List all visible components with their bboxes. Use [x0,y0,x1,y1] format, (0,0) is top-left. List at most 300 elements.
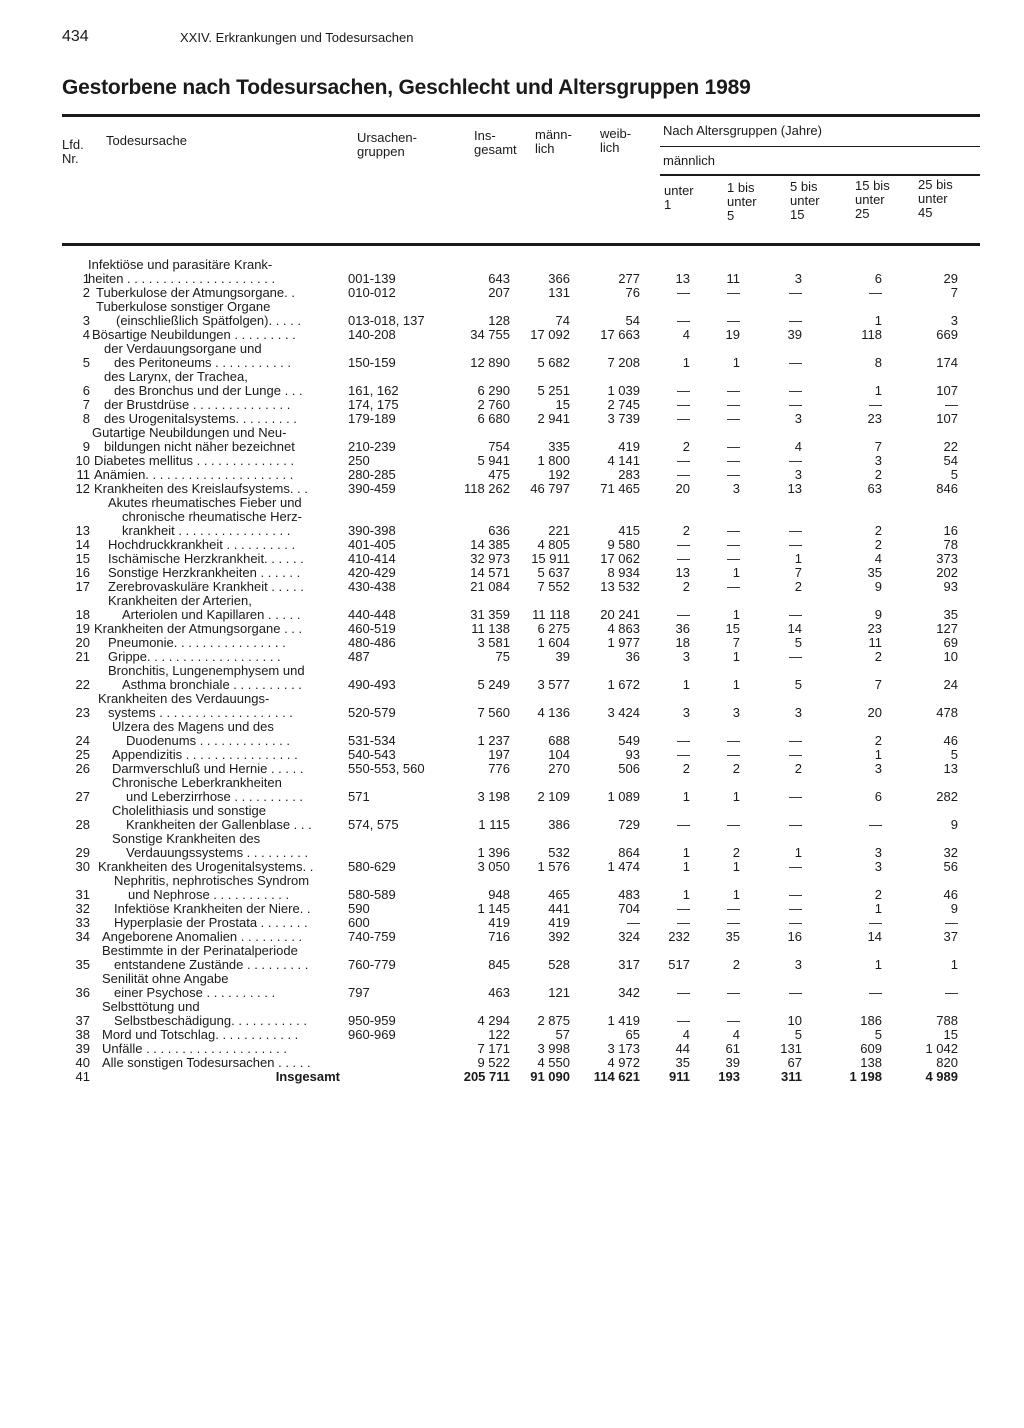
age-1-5-cell: 2 [732,845,740,860]
age-1-5-cell: — [727,439,740,454]
age-under1-cell: — [677,313,690,328]
cause-name [88,860,340,874]
age-15-25-cell: 2 [874,467,882,482]
cause-name-line: Sonstige Herzkrankheiten . . . . . . [108,566,301,580]
row-number: 21 [75,649,90,664]
cause-name [88,468,340,482]
cause-name-line: bildungen nicht näher bezeichnet [104,440,295,454]
age-1-5-cell: 1 [732,789,740,804]
cause-name [88,258,340,286]
age-1-5-cell: — [727,411,740,426]
cause-name [88,300,340,328]
total-cell: 754 [488,439,510,454]
male-cell: 104 [548,747,570,762]
cause-code: 740-759 [348,929,396,944]
age-25-45-cell: 127 [936,621,958,636]
female-cell: 17 663 [600,327,640,342]
cause-name-line: der Verdauungsorgane und [104,342,262,356]
table-row [0,538,1024,552]
male-cell: 386 [548,817,570,832]
age-under1-cell: 2 [682,523,690,538]
table-row [0,860,1024,874]
cause-name [88,692,340,720]
male-cell: 192 [548,467,570,482]
cause-name [88,398,340,412]
male-cell: 221 [548,523,570,538]
age-under1-cell: — [677,733,690,748]
female-cell: — [627,915,640,930]
cause-code: 161, 162 [348,383,399,398]
age-5-15-cell: 16 [787,929,802,944]
age-15-25-cell: — [869,915,882,930]
age-25-45-cell: 107 [936,383,958,398]
row-number: 13 [75,523,90,538]
age-1-5-cell: 1 [732,887,740,902]
total-cell: 3 050 [477,859,510,874]
row-number: 26 [75,761,90,776]
total-cell: 4 294 [477,1013,510,1028]
cause-code: 490-493 [348,677,396,692]
row-number: 14 [75,537,90,552]
age-5-15-cell: — [789,859,802,874]
col-header-age-1-5: 1 bis unter 5 [727,180,757,223]
age-5-15-cell: 3 [794,467,802,482]
cause-name-line: Nephritis, nephrotisches Syndrom [114,874,310,888]
table-row [0,370,1024,398]
female-cell: 1 474 [607,859,640,874]
age-25-45-cell: 5 [950,747,958,762]
cause-name [88,370,340,398]
row-number: 8 [82,411,90,426]
row-number: 2 [82,285,90,300]
row-number: 12 [75,481,90,496]
cause-code: 487 [348,649,370,664]
age-15-25-cell: 1 198 [849,1069,882,1084]
male-cell: 419 [548,915,570,930]
age-25-45-cell: 22 [943,439,958,454]
age-1-5-cell: — [727,733,740,748]
table-row [0,832,1024,860]
age-15-25-cell: 9 [874,579,882,594]
age-15-25-cell: 2 [874,887,882,902]
row-number: 15 [75,551,90,566]
male-cell: 441 [548,901,570,916]
table-row [0,748,1024,762]
cause-name-line: Insgesamt [275,1070,340,1084]
cause-name-line: Duodenums . . . . . . . . . . . . . [126,734,291,748]
cause-name-line: Zerebrovaskuläre Krankheit . . . . . [108,580,304,594]
age-25-45-cell: 174 [936,355,958,370]
age-5-15-cell: 14 [787,621,802,636]
age-5-15-cell: — [789,607,802,622]
row-number: 41 [75,1069,90,1084]
row-number: 40 [75,1055,90,1070]
table-row [0,566,1024,580]
cause-name-line: Chronische Leberkrankheiten [112,776,282,790]
age-5-15-cell: 2 [794,761,802,776]
cause-code: 010-012 [348,285,396,300]
age-25-45-cell: 202 [936,565,958,580]
female-cell: 1 977 [607,635,640,650]
cause-code: 250 [348,453,370,468]
age-1-5-cell: — [727,383,740,398]
age-5-15-cell: 131 [780,1041,802,1056]
age-1-5-cell: 1 [732,355,740,370]
col-header-sex-male: männlich [663,153,716,168]
male-cell: 5 682 [537,355,570,370]
age-25-45-cell: 478 [936,705,958,720]
age-15-25-cell: — [869,985,882,1000]
age-15-25-cell: 609 [860,1041,882,1056]
col-header-male: männ- lich [535,127,572,156]
male-cell: 3 998 [537,1041,570,1056]
age-under1-cell: 36 [675,621,690,636]
cause-name [88,720,340,748]
cause-code: 440-448 [348,607,396,622]
cause-name [88,580,340,594]
cause-name-line: Krankheiten des Urogenitalsystems. . [98,860,314,874]
age-15-25-cell: 6 [874,271,882,286]
row-number: 22 [75,677,90,692]
cause-code: 013-018, 137 [348,313,425,328]
row-number: 6 [82,383,90,398]
cause-code: 797 [348,985,370,1000]
male-cell: 2 109 [537,789,570,804]
cause-name [88,594,340,622]
row-number: 7 [82,397,90,412]
age-15-25-cell: 20 [867,705,882,720]
age-1-5-cell: — [727,397,740,412]
row-number: 3 [82,313,90,328]
male-cell: 2 941 [537,411,570,426]
cause-name-line: Bestimmte in der Perinatalperiode [102,944,298,958]
age-5-15-cell: 7 [794,565,802,580]
table-row [0,552,1024,566]
male-cell: 465 [548,887,570,902]
cause-name-line: Sonstige Krankheiten des [112,832,261,846]
age-under1-cell: 1 [682,887,690,902]
age-25-45-cell: 788 [936,1013,958,1028]
total-cell: 716 [488,929,510,944]
cause-code: 174, 175 [348,397,399,412]
male-cell: 366 [548,271,570,286]
age-25-45-cell: 107 [936,411,958,426]
age-under1-cell: — [677,817,690,832]
age-1-5-cell: 35 [725,929,740,944]
table-row [0,622,1024,636]
age-15-25-cell: 2 [874,523,882,538]
row-number: 1 [82,271,90,286]
age-15-25-cell: 11 [868,635,882,650]
table-row [0,650,1024,664]
age-25-45-cell: 15 [943,1027,958,1042]
table-top-rule [62,114,980,117]
cause-code: 580-589 [348,887,396,902]
age-under1-cell: 13 [675,271,690,286]
female-cell: 506 [618,761,640,776]
total-cell: 75 [495,649,510,664]
male-cell: 5 637 [537,565,570,580]
age-1-5-cell: 19 [725,327,740,342]
cause-code: 210-239 [348,439,396,454]
age-25-45-cell: 5 [950,467,958,482]
age-under1-cell: — [677,915,690,930]
age-5-15-cell: 5 [794,677,802,692]
cause-name-line: Krankheiten der Arterien, [108,594,252,608]
male-cell: 74 [555,313,570,328]
cause-name-line: heiten . . . . . . . . . . . . . . . . . . . . . [88,272,276,286]
age-15-25-cell: 186 [860,1013,882,1028]
cause-code: 410-414 [348,551,396,566]
age-under1-cell: — [677,397,690,412]
total-cell: 1 115 [478,817,510,832]
age-25-45-cell: 13 [943,761,958,776]
female-cell: 3 424 [607,705,640,720]
table-row [0,1042,1024,1056]
age-15-25-cell: 1 [874,313,882,328]
age-15-25-cell: 5 [874,1027,882,1042]
male-cell: 5 251 [537,383,570,398]
age-15-25-cell: 6 [874,789,882,804]
female-cell: 114 621 [593,1069,640,1084]
cause-code: 430-438 [348,579,396,594]
male-cell: 57 [555,1027,570,1042]
female-cell: 864 [618,845,640,860]
age-25-45-cell: 54 [943,453,958,468]
cause-name-line: Darmverschluß und Hernie . . . . . [112,762,304,776]
male-cell: 1 800 [537,453,570,468]
table-row [0,720,1024,748]
age-15-25-cell: — [869,817,882,832]
col-header-codes: Ursachen- gruppen [357,130,417,159]
age-under1-cell: — [677,467,690,482]
row-number: 32 [75,901,90,916]
cause-name-line: Krankheiten des Kreislaufsystems. . . [94,482,308,496]
cause-code: 460-519 [348,621,396,636]
age-under1-cell: 3 [682,649,690,664]
age-under1-cell: — [677,537,690,552]
age-5-15-cell: — [789,383,802,398]
cause-name-line: Bösartige Neubildungen . . . . . . . . . [92,328,296,342]
age-15-25-cell: 4 [874,551,882,566]
total-cell: 14 385 [470,537,510,552]
age-under1-cell: — [677,411,690,426]
cause-name [88,832,340,860]
age-25-45-cell: 69 [943,635,958,650]
age-15-25-cell: 3 [874,453,882,468]
page-number: 434 [62,28,89,45]
cause-name [88,972,340,1000]
age-under1-cell: — [677,285,690,300]
cause-name-line: Ulzera des Magens und des [112,720,274,734]
age-under1-cell: 3 [682,705,690,720]
age-1-5-cell: — [727,915,740,930]
age-25-45-cell: 1 [950,957,958,972]
cause-name [88,916,340,930]
age-15-25-cell: 14 [867,929,882,944]
female-cell: 20 241 [600,607,640,622]
male-cell: 392 [548,929,570,944]
age-under1-cell: 18 [675,635,690,650]
male-cell: 4 550 [537,1055,570,1070]
cause-name [88,902,340,916]
cause-name-line: Krankheiten der Gallenblase . . . [126,818,312,832]
table-row [0,972,1024,1000]
age-under1-cell: 1 [682,677,690,692]
cause-code: 140-208 [348,327,396,342]
table-row [0,944,1024,972]
female-cell: 4 972 [607,1055,640,1070]
age-5-15-cell: 311 [781,1069,802,1084]
cause-name-line: Senilität ohne Angabe [102,972,229,986]
total-cell: 5 941 [477,453,510,468]
age-1-5-cell: — [727,1013,740,1028]
age-25-45-cell: 9 [950,901,958,916]
cause-code: 480-486 [348,635,396,650]
table-row [0,1070,1024,1084]
age-under1-cell: — [677,453,690,468]
age-1-5-cell: 15 [725,621,740,636]
row-number: 17 [75,579,90,594]
total-cell: 21 084 [470,579,510,594]
table-row [0,692,1024,720]
cause-name-line: Cholelithiasis und sonstige [112,804,266,818]
cause-name-line: Hochdruckkrankheit . . . . . . . . . . [108,538,296,552]
cause-name-line: Angeborene Anomalien . . . . . . . . . [102,930,303,944]
female-cell: 317 [618,957,640,972]
age-5-15-cell: 1 [794,845,802,860]
male-cell: 1 604 [537,635,570,650]
total-cell: 12 890 [470,355,510,370]
age-15-25-cell: 23 [867,621,882,636]
age-1-5-cell: 11 [726,271,740,286]
age-5-15-cell: — [789,789,802,804]
cause-name-line: Asthma bronchiale . . . . . . . . . . [122,678,302,692]
col-header-age-5-15: 5 bis unter 15 [790,179,820,222]
age-1-5-cell: 1 [732,607,740,622]
cause-name [88,342,340,370]
total-cell: 9 522 [477,1055,510,1070]
cause-code: 520-579 [348,705,396,720]
page-title: Gestorbene nach Todesursachen, Geschlecht und Altersgruppen 1989 [62,76,751,99]
cause-name [88,1070,340,1084]
row-number: 35 [75,957,90,972]
age-25-45-cell: 669 [936,327,958,342]
table-row [0,468,1024,482]
total-cell: 845 [488,957,510,972]
age-5-15-cell: 10 [787,1013,802,1028]
female-cell: 9 580 [607,537,640,552]
age-under1-cell: 2 [682,439,690,454]
female-cell: 13 532 [600,579,640,594]
age-5-15-cell: 1 [794,551,802,566]
total-cell: 1 396 [477,845,510,860]
female-cell: 1 039 [607,383,640,398]
age-1-5-cell: — [727,453,740,468]
age-5-15-cell: 13 [787,481,802,496]
cause-name-line: Bronchitis, Lungenemphysem und [108,664,305,678]
female-cell: 283 [618,467,640,482]
total-cell: 7 171 [477,1041,510,1056]
age-25-45-cell: 37 [943,929,958,944]
age-under1-cell: 13 [675,565,690,580]
age-25-45-cell: 10 [943,649,958,664]
age-group-rule [660,146,980,147]
cause-name-line: Pneumonie. . . . . . . . . . . . . . . . [108,636,286,650]
age-5-15-cell: — [789,313,802,328]
cause-name-line: Diabetes mellitus . . . . . . . . . . . . . . [94,454,295,468]
total-cell: 207 [488,285,510,300]
row-number: 31 [75,887,90,902]
female-cell: 8 934 [607,565,640,580]
age-1-5-cell: — [727,467,740,482]
cause-name-line: Hyperplasie der Prostata . . . . . . . [114,916,308,930]
total-cell: 3 198 [477,789,510,804]
male-cell: 3 577 [537,677,570,692]
cause-name-line: Mord und Totschlag. . . . . . . . . . . . [102,1028,299,1042]
total-cell: 419 [488,915,510,930]
total-cell: 636 [488,523,510,538]
female-cell: 2 745 [607,397,640,412]
table-row [0,398,1024,412]
cause-name-line: Selbstbeschädigung. . . . . . . . . . . [114,1014,307,1028]
age-5-15-cell: 2 [794,579,802,594]
cause-name-line: und Nephrose . . . . . . . . . . . [128,888,290,902]
row-number: 24 [75,733,90,748]
age-under1-cell: 911 [669,1069,690,1084]
row-number: 16 [75,565,90,580]
table-row [0,328,1024,342]
cause-name-line: Infektiöse Krankheiten der Niere. . [114,902,311,916]
cause-name-line: Selbsttötung und [102,1000,200,1014]
female-cell: 704 [618,901,640,916]
age-5-15-cell: 3 [794,411,802,426]
cause-name [88,328,340,342]
cause-name [88,1000,340,1028]
row-number: 27 [75,789,90,804]
cause-name [88,566,340,580]
cause-name [88,496,340,538]
cause-code: 960-969 [348,1027,396,1042]
male-cell: 4 805 [537,537,570,552]
table-row [0,902,1024,916]
row-number: 38 [75,1027,90,1042]
female-cell: 4 863 [607,621,640,636]
age-under1-cell: 232 [668,929,690,944]
age-5-15-cell: — [789,733,802,748]
male-cell: 4 136 [537,705,570,720]
female-cell: 36 [625,649,640,664]
age-1-5-cell: 1 [732,677,740,692]
cause-name-line: Akutes rheumatisches Fieber und [108,496,302,510]
cause-name-line: Tuberkulose sonstiger Organe [96,300,271,314]
male-cell: 39 [555,649,570,664]
cause-name-line: Infektiöse und parasitäre Krank- [88,258,273,272]
age-15-25-cell: 138 [860,1055,882,1070]
table-row [0,1028,1024,1042]
age-1-5-cell: — [727,817,740,832]
total-cell: 1 145 [477,901,510,916]
row-number: 29 [75,845,90,860]
male-cell: 7 552 [537,579,570,594]
male-cell: 15 911 [531,551,570,566]
row-number: 34 [75,929,90,944]
age-15-25-cell: 1 [874,957,882,972]
row-number: 23 [75,705,90,720]
cause-name [88,762,340,776]
age-1-5-cell: 1 [732,859,740,874]
table-row [0,664,1024,692]
